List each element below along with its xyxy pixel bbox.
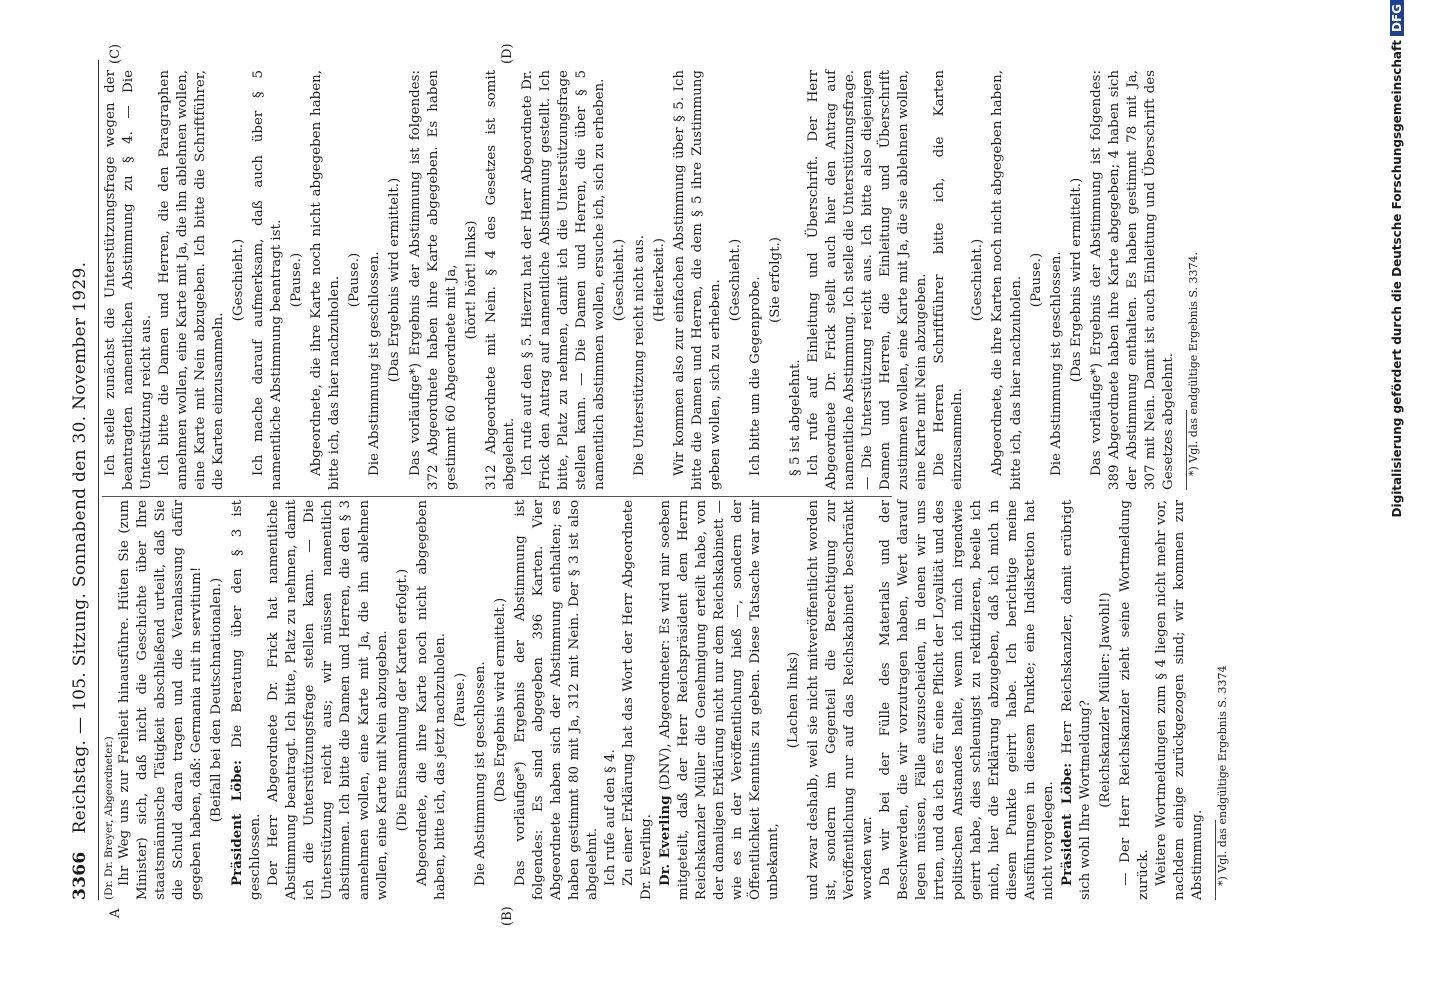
interjection: (Die Einsammlung der Karten erfolgt.) xyxy=(394,568,410,832)
left-column xyxy=(102,500,1229,900)
paragraph: Ich rufe auf den § 5. Hierzu hat der Herr Abgeordnete Dr. Frick den Antrag auf namentliche Abstimmung gestellt. Ich bitte, Platz zu nehmen, damit ich die Unterstützungsfrage stellen kann. — Die Damen und Herren, die über § 5 namentlich abstimmen wollen, ersuche ich, sich zu erheben. xyxy=(519,70,607,490)
paragraph: Die Abstimmung ist geschlossen. xyxy=(367,251,383,476)
speech-text: (DNV), Abgeordneter: Es wird mir soeben mitgeteilt, daß der Herr Reichspräsident dem Herrn Reichskanzler Müller die Genehmigung erteilt habe, von der damaligen Erklärung nicht nur dem Reichskabinett — wie es in der Veröffentlichung hieß —, sondern der Öffentlichkeit Kenntnis zu geben. Diese Tatsache war mir unbekannt, xyxy=(658,500,782,900)
paragraph: Abgeordnete, die ihre Karte noch nicht abgegeben haben, bitte ich, das hier nachzuholen. xyxy=(309,70,343,490)
interjection: (Pause.) xyxy=(347,252,363,308)
interjection: (Das Ergebnis wird ermittelt.) xyxy=(387,177,403,383)
paragraph: Weitere Wortmeldungen zum § 4 liegen nicht mehr vor, nachdem einige zurückgezogen sind; wir kommen zur Abstimmung. xyxy=(1153,500,1205,900)
paragraph xyxy=(1058,500,1095,900)
paragraph: Ich rufe auf den § 4. xyxy=(602,749,618,886)
page-header xyxy=(70,60,96,900)
footnote-rule xyxy=(1215,820,1216,900)
paragraph: und zwar deshalb, weil sie nicht mitveröffentlicht worden ist, sondern im Gegenteil die Berechtigung zur Veröffentlichung nur auf das Reichskabinett beschränkt worden war. xyxy=(806,500,876,900)
interjection: (Lachen links) xyxy=(786,651,802,749)
paragraph: § 5 ist abgelehnt. xyxy=(788,359,804,476)
paragraph: Die Unterstützung reicht nicht aus. xyxy=(631,235,647,476)
speech-text: Herr Reichskanzler, damit erübrigt sich wohl Ihre Wortmeldung? xyxy=(1059,500,1093,900)
paragraph: Die Herren Schriftführer bitte ich, die Karten einzusammeln. xyxy=(932,70,966,490)
digitization-credit xyxy=(1390,0,1414,1000)
column-separator xyxy=(102,496,892,497)
paragraph: Zu einer Erklärung hat das Wort der Herr Abgeordnete Dr. Everling. xyxy=(620,500,654,900)
margin-marker-d: (D) xyxy=(500,43,515,64)
interjection: (Pause.) xyxy=(1028,252,1044,308)
paragraph: Ich bitte um die Gegenprobe. xyxy=(748,276,764,476)
interjection: (Reichskanzler Müller: Jawohl!) xyxy=(1097,592,1113,808)
paragraph: Das vorläufige*) Ergebnis der Abstimmung ist folgendes: 372 Abgeordnete haben ihre Karte abgegeben. Es haben gestimmt 60 Abgeordnete mit Ja, xyxy=(407,70,459,490)
paragraph: Wir kommen also zur einfachen Abstimmung über § 5. Ich bitte die Damen und Herren, die dem § 5 ihre Zustimmung geben wollen, sich zu erheben. xyxy=(671,70,723,490)
paragraph: Abgeordnete, die ihre Karte noch nicht abgegeben haben, bitte ich, das jetzt nachzuholen. xyxy=(414,500,448,900)
speaker-name: Dr. Everling xyxy=(657,795,674,886)
footnote: *) Vgl. das endgültige Ergebnis S. 3374 xyxy=(1215,665,1229,886)
dfg-logo: DFG xyxy=(1390,0,1404,36)
speaker-name: Präsident Löbe: xyxy=(229,760,246,886)
paragraph: Ich stelle zunächst die Unterstützungsfrage wegen der beantragten namentlichen Abstimmung zu § 4. — Die Unterstützung reicht aus. xyxy=(103,70,155,490)
speaker-reference: (Dr. Dr. Breyer, Abgeordneter.) xyxy=(103,736,115,900)
paragraph xyxy=(656,500,783,900)
interjection: (hört! hört! links) xyxy=(463,220,479,340)
paragraph: Ich rufe auf Einleitung und Überschrift. Der Herr Abgeordnete Dr. Frick stellt auch hier den Antrag auf namentliche Abstimmung. Ich stelle die Unterstützungsfrage. — Die Unterstützung reicht aus. Ich bitte also diejenigen Damen und Herren, die Einleitung und Überschrift zustimmen wollen, eine Karte mit Ja, die sie ablehnen wollen, eine Karte mit Nein abzugeben. xyxy=(806,70,930,490)
paragraph: Ich bitte die Damen und Herren, die den Paragraphen annehmen wollen, eine Karte mit Ja, die ihn ablehnen wollen, eine Karte mit Nein abzugeben. Ich bitte die Schriftführer, die Karten einzusammeln. xyxy=(157,70,227,490)
interjection: (Pause.) xyxy=(289,252,305,308)
interjection: (Das Ergebnis wird ermittelt.) xyxy=(492,597,508,803)
margin-marker-b: (B) xyxy=(500,906,515,926)
right-column xyxy=(102,70,1200,490)
interjection: (Geschieht.) xyxy=(728,238,744,322)
paragraph: Ihr Weg uns zur Freiheit hinausführe. Hüten Sie (zum Minister) sich, daß nicht die Geschichte über Ihre staatsmännische Tätigkeit abschließend urteilt, daß Sie die Schuld daran tragen und die Veranlassung dafür gegeben haben, daß: Germania ruit in servitium! xyxy=(117,500,205,900)
paragraph: Ich mache darauf aufmerksam, daß auch über § 5 namentliche Abstimmung beantragt ist. xyxy=(251,70,285,490)
paragraph: Das vorläufige*) Ergebnis der Abstimmung ist folgendes: Es sind abgegeben 396 Karten. Vier Abgeordnete haben sich der Abstimmung enthalten; es haben gestimmt 80 mit Ja, 312 mit Nein. Der § 3 ist also abgelehnt. xyxy=(512,500,600,900)
credit-text: Digitalisierung gefördert durch die Deutsche Forschungsgemeinschaft xyxy=(1390,40,1404,518)
interjection: (Sie erfolgt.) xyxy=(768,237,784,323)
speaker-name: Präsident Löbe: xyxy=(1058,762,1075,886)
paragraph: — Der Herr Reichskanzler zieht seine Wortmeldung zurück. xyxy=(1117,500,1151,900)
page-number: 3366 xyxy=(70,851,90,900)
paragraph xyxy=(228,500,265,900)
speech-text: Die Beratung über den § 3 ist geschlossen. xyxy=(230,500,264,900)
paragraph: Da wir bei der Fülle des Materials und der Beschwerden, die wir vorzutragen haben, Wert darauf legen müssen, Fälle auszuscheiden, in denen wir uns irrten, und da ich es für eine Pflicht der Loyalität und des politischen Anstandes halte, wenn ich mich irgendwie geirrt habe, dies schleunigst zu rektifizieren, beeile ich mich, hier die Erklärung abzugeben, daß ich mich in diesem Punkte geirrt habe. Ich berichtige meine Ausführungen in diesem Punkte; eine Indiskretion hat nicht vorgelegen. xyxy=(878,500,1056,900)
paragraph: Der Herr Abgeordnete Dr. Frick hat namentliche Abstimmung beantragt. Ich bitte, Platz zu nehmen, damit ich die Unterstützungsfrage stellen kann. — Die Unterstützung reicht aus; wir müssen namentlich abstimmen. Ich bitte die Damen und Herren, die den § 3 annehmen wollen, eine Karte mit Ja, die ihn ablehnen wollen, eine Karte mit Nein abzugeben. xyxy=(266,500,390,900)
running-title: Reichstag. — 105. Sitzung. Sonnabend den 30. November 1929. xyxy=(70,261,90,834)
paragraph: Das vorläufige*) Ergebnis der Abstimmung ist folgendes: 389 Abgeordnete haben ihre Karte abgegeben; 4 haben sich der Abstimmung enthalten. Es haben gestimmt 78 mit Ja, 307 mit Nein. Damit ist auch Einleitung und Überschrift des Gesetzes abgelehnt. xyxy=(1088,70,1176,490)
paragraph: Die Abstimmung ist geschlossen. xyxy=(472,661,488,886)
footnote: *) Vgl. das endgültige Ergebnis S. 3374. xyxy=(1186,251,1200,476)
interjection: (Geschieht.) xyxy=(970,238,986,322)
interjection: (Geschieht.) xyxy=(231,238,247,322)
margin-marker-a: A xyxy=(108,908,123,918)
paragraph: 312 Abgeordnete mit Nein. § 4 des Gesetzes ist somit abgelehnt. xyxy=(483,70,517,490)
interjection: (Beifall bei den Deutschnationalen.) xyxy=(209,577,225,823)
paragraph: Die Abstimmung ist geschlossen. xyxy=(1048,251,1064,476)
paragraph: Abgeordnete, die ihre Karten noch nicht abgegeben haben, bitte ich, das hier nachzuholen. xyxy=(990,70,1024,490)
interjection: (Geschieht.) xyxy=(611,238,627,322)
margin-marker-c: (C) xyxy=(108,43,123,64)
interjection: (Pause.) xyxy=(452,672,468,728)
interjection: (Heiterkeit.) xyxy=(651,238,667,322)
footnote-rule xyxy=(1186,410,1187,490)
header-rule xyxy=(98,60,99,900)
interjection: (Das Ergebnis wird ermittelt.) xyxy=(1068,177,1084,383)
